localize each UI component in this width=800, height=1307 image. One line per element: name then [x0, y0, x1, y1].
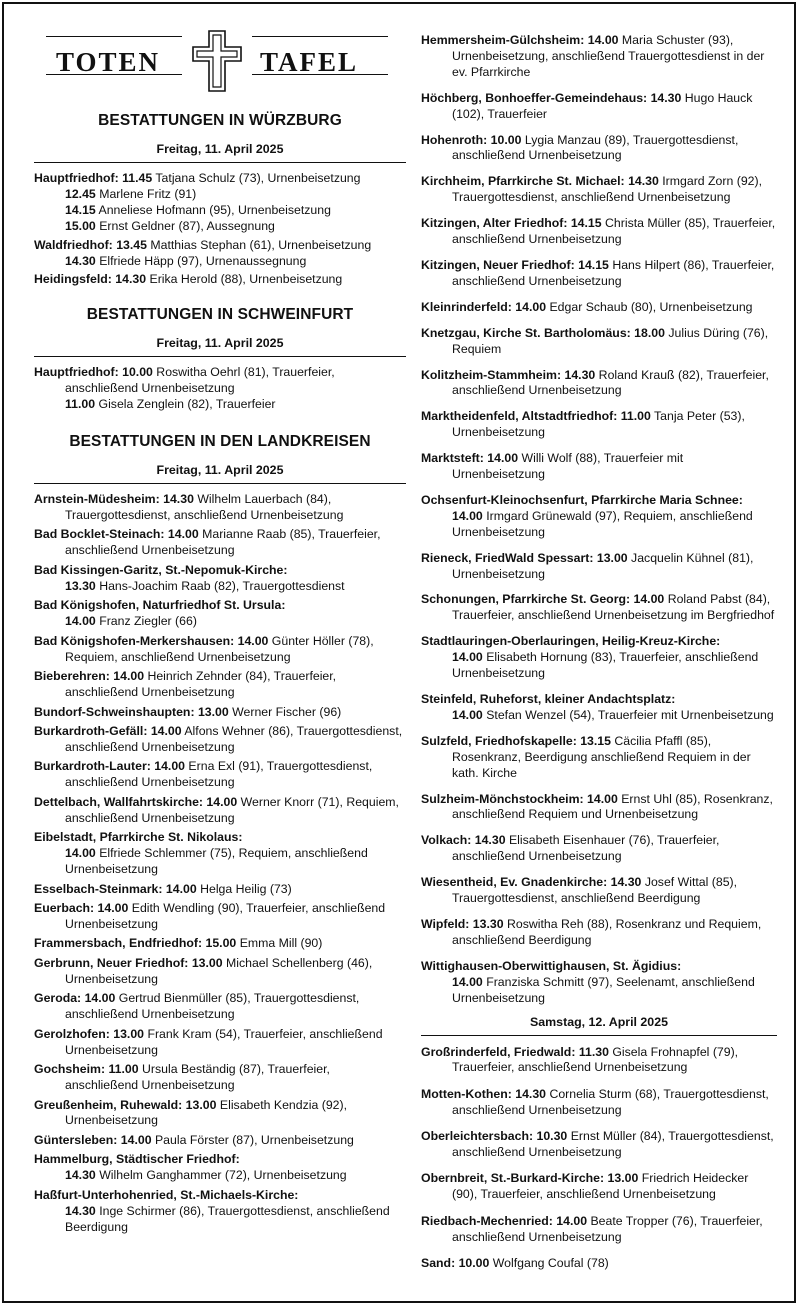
left-column — [34, 0, 406, 1236]
entry-details: Elisabeth Hornung (83), Trauerfeier, anschließend Urnenbeisetzung — [452, 650, 759, 681]
entry-place-time: Marktheidenfeld, Altstadtfriedhof: 11.00 — [421, 409, 651, 424]
entry-time: 14.00 — [65, 846, 96, 861]
entry-place-time: Steinfeld, Ruheforst, kleiner Andachtsplatz: — [421, 692, 676, 706]
section-title-wuerzburg: BESTATTUNGEN IN WÜRZBURG — [98, 112, 342, 129]
funeral-entry — [34, 171, 406, 187]
funeral-entry — [421, 1214, 777, 1246]
funeral-entry — [421, 1256, 777, 1272]
entry-place-time: Hauptfriedhof: 11.45 — [34, 171, 153, 185]
entry-place-time: Wipfeld: 13.30 — [421, 916, 504, 931]
header-word-left: TOTEN — [56, 47, 161, 77]
funeral-entry — [34, 759, 406, 791]
entry-time: 14.00 — [65, 614, 96, 629]
entry-place-time: 12.45 — [65, 186, 96, 201]
entry-details: Roswitha Oehrl (81), Trauerfeier, anschließend Urnenbeisetzung — [65, 365, 335, 396]
funeral-entry — [34, 1098, 406, 1130]
date-schweinfurt: Freitag, 11. April 2025 — [34, 336, 406, 357]
entry-place-time: Dettelbach, Wallfahrtskirche: 14.00 — [34, 794, 238, 809]
date-wuerzburg: Freitag, 11. April 2025 — [34, 142, 406, 163]
entry-details: Willi Wolf (88), Trauerfeier mit Urnenbeisetzung — [452, 451, 684, 482]
entry-details: Cäcilia Pfaffl (85), Rosenkranz, Beerdigung anschließend Requiem in der kath. Kirche — [452, 733, 751, 780]
funeral-entry — [421, 216, 777, 248]
entry-time: 14.30 — [65, 1203, 96, 1218]
entry-details: Wilhelm Lauerbach (84), Trauergottesdienst, anschließend Urnenbeisetzung — [65, 492, 344, 522]
entry-place-time: Kitzingen, Neuer Friedhof: 14.15 — [421, 257, 609, 272]
funeral-entry — [421, 833, 777, 865]
entry-details: Beate Tropper (76), Trauerfeier, anschließend Urnenbeisetzung — [452, 1213, 763, 1244]
funeral-entry — [421, 133, 777, 165]
list-samstag — [421, 1045, 777, 1272]
entry-details: Tanja Peter (53), Urnenbeisetzung — [452, 409, 745, 440]
entry-place-time: Geroda: 14.00 — [34, 991, 116, 1006]
entry-details: Frank Kram (54), Trauerfeier, anschließend Urnenbeisetzung — [65, 1026, 383, 1057]
entry-details: Gisela Zenglein (82), Trauerfeier — [95, 397, 276, 412]
entry-details: Josef Wittal (85), Trauergottesdienst, anschließend Beerdigung — [452, 875, 738, 906]
entry-place-time: Kolitzheim-Stammheim: 14.30 — [421, 367, 596, 382]
entry-place-time: Volkach: 14.30 — [421, 833, 506, 848]
entry-time: 14.00 — [452, 707, 483, 722]
funeral-entry — [421, 1045, 777, 1077]
funeral-entry — [421, 409, 777, 441]
funeral-entry — [421, 300, 777, 316]
funeral-entry — [34, 1133, 406, 1149]
funeral-entry — [421, 875, 777, 907]
entry-place-time: Großrinderfeld, Friedwald: 11.30 — [421, 1044, 609, 1059]
funeral-entry — [34, 203, 406, 219]
entry-place-time: Riedbach-Mechenried: 14.00 — [421, 1213, 588, 1228]
funeral-entry — [34, 634, 406, 666]
funeral-entry — [34, 936, 406, 952]
funeral-entry — [34, 1152, 406, 1184]
entry-details: Elisabeth Eisenhauer (76), Trauerfeier, anschließend Urnenbeisetzung — [452, 833, 720, 864]
entry-details: Julius Düring (76), Requiem — [452, 325, 769, 356]
funeral-entry — [421, 1171, 777, 1203]
totentafel-header — [34, 30, 406, 92]
funeral-entry — [421, 1087, 777, 1119]
entry-place-time: Haßfurt-Unterhohenried, St.-Michaels-Kirche: — [34, 1187, 299, 1202]
entry-details: Roland Krauß (82), Trauerfeier, anschließend Urnenbeisetzung — [452, 367, 769, 398]
funeral-entry — [34, 724, 406, 756]
entry-details: Anneliese Hofmann (95), Urnenbeisetzung — [95, 202, 331, 217]
entry-details: Hugo Hauck (102), Trauerfeier — [452, 90, 753, 121]
funeral-entry — [34, 795, 406, 827]
funeral-entry — [421, 493, 777, 541]
entry-details: Irmgard Zorn (92), Trauergottesdienst, anschließend Urnenbeisetzung — [452, 174, 763, 205]
entry-place-time: Bieberehren: 14.00 — [34, 669, 145, 684]
right-column — [421, 0, 777, 1272]
date-landkreise: Freitag, 11. April 2025 — [34, 463, 406, 484]
funeral-entry — [421, 174, 777, 206]
entry-place-time: Ochsenfurt-Kleinochsenfurt, Pfarrkirche Maria Schnee: — [421, 492, 743, 507]
funeral-entry — [421, 634, 777, 682]
entry-details: Stefan Wenzel (54), Trauerfeier mit Urnenbeisetzung — [482, 707, 774, 722]
entry-place-time: Hammelburg, Städtischer Friedhof: — [34, 1152, 240, 1167]
funeral-entry — [421, 792, 777, 824]
funeral-entry — [34, 563, 406, 595]
entry-time: 14.00 — [452, 508, 483, 523]
entry-details: Michael Schellenberg (46), Urnenbeisetzung — [65, 955, 373, 986]
entry-details: Gertrud Bienmüller (85), Trauergottesdienst, anschließend Urnenbeisetzung — [65, 991, 360, 1022]
funeral-entry — [421, 33, 777, 81]
entry-place-time: Esselbach-Steinmark: 14.00 — [34, 881, 197, 896]
entry-place-time: Heidingsfeld: 14.30 — [34, 272, 147, 287]
entry-details: Elfriede Schlemmer (75), Requiem, anschließend Urnenbeisetzung — [65, 846, 368, 877]
funeral-entry — [34, 397, 406, 413]
funeral-entry — [34, 365, 406, 397]
entry-place-time: Burkardroth-Gefäll: 14.00 — [34, 724, 182, 738]
entry-place-time: Bad Königshofen-Merkershausen: 14.00 — [34, 633, 269, 648]
funeral-entry — [421, 592, 777, 624]
date-samstag: Samstag, 12. April 2025 — [421, 1015, 777, 1036]
entry-details: Günter Höller (78), Requiem, anschließend Urnenbeisetzung — [65, 633, 374, 664]
entry-place-time: Sand: 10.00 — [421, 1256, 490, 1271]
funeral-entry — [34, 238, 406, 254]
entry-place-time: 14.30 — [65, 253, 96, 268]
entry-details: Ernst Uhl (85), Rosenkranz, anschließend Requiem und Urnenbeisetzung — [452, 791, 773, 822]
funeral-entry — [421, 959, 777, 1007]
entry-place-time: Stadtlauringen-Oberlauringen, Heilig-Kreuz-Kirche: — [421, 634, 721, 649]
funeral-entry — [34, 901, 406, 933]
funeral-entry — [34, 254, 406, 270]
entry-details: Hans-Joachim Raab (82), Trauergottesdienst — [95, 578, 345, 593]
funeral-entry — [421, 368, 777, 400]
entry-details: Marianne Raab (85), Trauerfeier, anschließend Urnenbeisetzung — [65, 527, 381, 558]
entry-details: Gisela Frohnapfel (79), Trauerfeier, anschließend Urnenbeisetzung — [452, 1044, 739, 1075]
entry-details: Edgar Schaub (80), Urnenbeisetzung — [546, 299, 753, 314]
cross-icon — [186, 30, 248, 92]
list-schweinfurt — [34, 365, 406, 413]
entry-place-time: Kirchheim, Pfarrkirche St. Michael: 14.30 — [421, 174, 659, 189]
entry-place-time: Eibelstadt, Pfarrkirche St. Nikolaus: — [34, 830, 243, 845]
entry-place-time: Bad Kissingen-Garitz, St.-Nepomuk-Kirche: — [34, 562, 288, 577]
entry-details: Matthias Stephan (61), Urnenbeisetzung — [146, 237, 372, 252]
funeral-entry — [34, 187, 406, 203]
entry-place-time: Güntersleben: 14.00 — [34, 1132, 152, 1147]
funeral-entry — [34, 669, 406, 701]
entry-place-time: Waldfriedhof: 13.45 — [34, 237, 147, 252]
list-landkreise-left — [34, 492, 406, 1236]
entry-details: Irmgard Grünewald (97), Requiem, anschließend Urnenbeisetzung — [452, 508, 753, 539]
entry-details: Marlene Fritz (91) — [95, 186, 197, 201]
funeral-entry — [34, 1062, 406, 1094]
entry-details: Inge Schirmer (86), Trauergottesdienst, anschließend Beerdigung — [65, 1203, 390, 1234]
entry-details: Cornelia Sturm (68), Trauergottesdienst, anschließend Urnenbeisetzung — [452, 1086, 769, 1117]
entry-place-time: Gochsheim: 11.00 — [34, 1062, 139, 1077]
funeral-entry — [34, 705, 406, 721]
entry-place-time: Obernbreit, St.-Burkard-Kirche: 13.00 — [421, 1171, 639, 1186]
header-word-right: TAFEL — [260, 47, 359, 77]
entry-details: Ursula Beständig (87), Trauerfeier, anschließend Urnenbeisetzung — [65, 1062, 330, 1093]
list-landkreise-right — [421, 33, 777, 1007]
funeral-entry — [34, 1027, 406, 1059]
entry-details: Werner Fischer (96) — [228, 704, 342, 719]
funeral-entry — [421, 692, 777, 724]
entry-place-time: Gerbrunn, Neuer Friedhof: 13.00 — [34, 955, 223, 970]
entry-details: Christa Müller (85), Trauerfeier, anschließend Urnenbeisetzung — [452, 216, 776, 247]
entry-place-time: Frammersbach, Endfriedhof: 15.00 — [34, 936, 237, 951]
entry-details: Erika Herold (88), Urnenbeisetzung — [146, 272, 343, 287]
entry-place-time: Greußenheim, Ruhewald: 13.00 — [34, 1097, 217, 1112]
entry-place-time: Hohenroth: 10.00 — [421, 132, 522, 147]
header-rule-top-right — [252, 36, 388, 37]
entry-place-time: Höchberg, Bonhoeffer-Gemeindehaus: 14.30 — [421, 90, 682, 105]
entry-place-time: 14.15 — [65, 202, 96, 217]
entry-place-time: Sulzfeld, Friedhofskapelle: 13.15 — [421, 733, 611, 748]
entry-time: 14.00 — [452, 974, 483, 989]
funeral-entry — [34, 991, 406, 1023]
entry-details: Heinrich Zehnder (84), Trauerfeier, anschließend Urnenbeisetzung — [65, 669, 337, 699]
funeral-entry — [421, 91, 777, 123]
entry-details: Jacquelin Kühnel (81), Urnenbeisetzung — [452, 550, 754, 581]
entry-details: Werner Knorr (71), Requiem, anschließend Urnenbeisetzung — [65, 794, 399, 825]
entry-details: Edith Wendling (90), Trauerfeier, anschließend Urnenbeisetzung — [65, 901, 386, 931]
entry-details: Tatjana Schulz (73), Urnenbeisetzung — [152, 171, 361, 185]
entry-place-time: Hauptfriedhof: 10.00 — [34, 365, 153, 380]
entry-details: Ernst Geldner (87), Aussegnung — [95, 218, 275, 233]
entry-details: Hans Hilpert (86), Trauerfeier, anschließend Urnenbeisetzung — [452, 257, 775, 288]
section-title-landkreise: BESTATTUNGEN IN DEN LANDKREISEN — [69, 433, 371, 451]
entry-place-time: Rieneck, FriedWald Spessart: 13.00 — [421, 550, 628, 565]
entry-place-time: Knetzgau, Kirche St. Bartholomäus: 18.00 — [421, 325, 665, 340]
entry-details: Alfons Wehner (86), Trauergottesdienst, anschließend Urnenbeisetzung — [65, 724, 403, 754]
entry-place-time: Arnstein-Müdesheim: 14.30 — [34, 492, 194, 507]
entry-details: Friedrich Heidecker (90), Trauerfeier, anschließend Urnenbeisetzung — [452, 1171, 749, 1202]
section-title-schweinfurt: BESTATTUNGEN IN SCHWEINFURT — [86, 306, 354, 324]
funeral-entry — [34, 598, 406, 630]
header-rule-top-left — [46, 36, 182, 37]
entry-place-time: Schonungen, Pfarrkirche St. Georg: 14.00 — [421, 592, 665, 607]
entry-time: 14.00 — [452, 650, 483, 665]
entry-details: Elisabeth Kendzia (92), Urnenbeisetzung — [65, 1097, 348, 1128]
entry-place-time: Wiesentheid, Ev. Gnadenkirche: 14.30 — [421, 875, 642, 890]
entry-details: Helga Heilig (73) — [196, 881, 292, 896]
entry-place-time: Bad Bocklet-Steinach: 14.00 — [34, 527, 199, 542]
funeral-entry — [34, 830, 406, 878]
entry-details: Lygia Manzau (89), Trauergottesdienst, anschließend Urnenbeisetzung — [452, 132, 739, 163]
entry-place-time: Kitzingen, Alter Friedhof: 14.15 — [421, 216, 602, 231]
entry-place-time: Gerolzhofen: 13.00 — [34, 1026, 145, 1041]
entry-place-time: Marktsteft: 14.00 — [421, 451, 519, 466]
funeral-entry — [34, 492, 406, 524]
funeral-entry — [34, 956, 406, 988]
funeral-entry — [421, 326, 777, 358]
entry-details: Ernst Müller (84), Trauergottesdienst, anschließend Urnenbeisetzung — [452, 1129, 774, 1160]
funeral-entry — [34, 882, 406, 898]
entry-time: 14.30 — [65, 1168, 96, 1183]
entry-place-time: Bundorf-Schweinshaupten: 13.00 — [34, 704, 229, 719]
funeral-entry — [421, 551, 777, 583]
entry-details: Erna Exl (91), Trauergottesdienst, anschließend Urnenbeisetzung — [65, 759, 373, 790]
entry-details: Wilhelm Ganghammer (72), Urnenbeisetzung — [95, 1168, 347, 1183]
entry-place-time: Motten-Kothen: 14.30 — [421, 1086, 547, 1101]
entry-place-time: Hemmersheim-Gülchsheim: 14.00 — [421, 33, 619, 47]
entry-details: Elfriede Häpp (97), Urnenaussegnung — [95, 253, 307, 268]
entry-details: Roland Pabst (84), Trauerfeier, anschließend Urnenbeisetzung im Bergfriedhof — [452, 592, 775, 623]
entry-details: Wolfgang Coufal (78) — [489, 1256, 609, 1271]
funeral-entry — [34, 219, 406, 235]
entry-details: Franz Ziegler (66) — [95, 614, 197, 629]
funeral-entry — [421, 258, 777, 290]
entry-place-time: Euerbach: 14.00 — [34, 901, 129, 916]
entry-place-time: Bad Königshofen, Naturfriedhof St. Ursula: — [34, 598, 286, 613]
entry-details: Franziska Schmitt (97), Seelenamt, anschließend Urnenbeisetzung — [452, 974, 755, 1005]
entry-place-time: Oberleichtersbach: 10.30 — [421, 1129, 568, 1144]
entry-place-time: Sulzheim-Mönchstockheim: 14.00 — [421, 791, 618, 806]
entry-place-time: Burkardroth-Lauter: 14.00 — [34, 759, 186, 774]
entry-place-time: Kleinrinderfeld: 14.00 — [421, 299, 547, 314]
entry-place-time: 15.00 — [65, 218, 96, 233]
entry-place-time: Wittighausen-Oberwittighausen, St. Ägidius: — [421, 958, 682, 973]
funeral-entry — [34, 272, 406, 288]
entry-details: Emma Mill (90) — [236, 936, 323, 951]
entry-place-time: 11.00 — [65, 397, 96, 412]
list-wuerzburg — [34, 171, 406, 288]
funeral-entry — [421, 1129, 777, 1161]
funeral-entry — [421, 734, 777, 782]
funeral-entry — [421, 451, 777, 483]
entry-time: 13.30 — [65, 578, 96, 593]
entry-details: Roswitha Reh (88), Rosenkranz und Requiem, anschließend Beerdigung — [452, 916, 762, 947]
funeral-entry — [421, 917, 777, 949]
entry-details: Maria Schuster (93), Urnenbeisetzung, anschließend Trauergottesdienst in der ev. Pfarrkirche — [452, 33, 765, 79]
entry-details: Paula Förster (87), Urnenbeisetzung — [151, 1132, 354, 1147]
funeral-entry — [34, 1188, 406, 1236]
funeral-entry — [34, 527, 406, 559]
